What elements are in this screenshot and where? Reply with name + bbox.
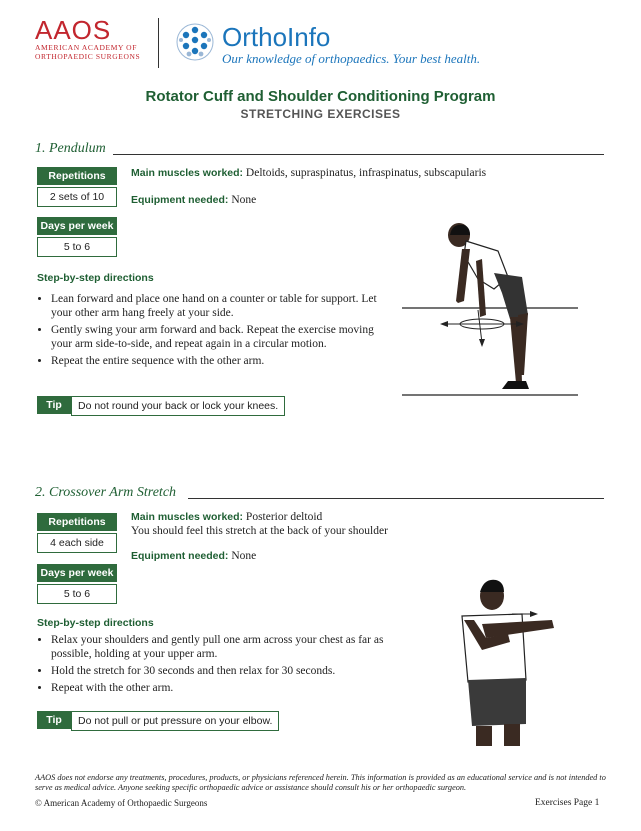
page-title: Rotator Cuff and Shoulder Conditioning Program [145, 88, 496, 105]
page-subtitle: STRETCHING EXERCISES [240, 107, 401, 121]
exercise-1-rule [113, 154, 604, 155]
exercise-1-title: 1. Pendulum [35, 141, 106, 156]
repetitions-value: 4 each side [37, 533, 117, 553]
step-item: • Lean forward and place one hand on a counter or table for support. Let your other arm hang freely at your side. [51, 292, 381, 320]
step-by-step-heading: Step-by-step directions [37, 272, 154, 284]
aaos-wordmark: AAOS [35, 15, 112, 45]
equipment-label: Equipment needed: [131, 550, 229, 562]
muscles-note: You should feel this stretch at the back of your shoulder [131, 525, 388, 537]
main-muscles [131, 166, 486, 180]
step-item: • Repeat the entire sequence with the other arm. [51, 354, 381, 368]
header-divider [158, 18, 159, 68]
main-muscles-label: Main muscles worked: [131, 511, 244, 523]
crossover-stretch-illustration [452, 576, 562, 746]
step-by-step-heading: Step-by-step directions [37, 617, 154, 629]
main-muscles-value: Deltoids, supraspinatus, infraspinatus, subscapularis [245, 167, 487, 179]
step-list [37, 633, 421, 698]
equipment-value: None [231, 550, 257, 562]
repetitions-value: 2 sets of 10 [37, 187, 117, 207]
repetitions-label: Repetitions [37, 513, 117, 531]
aaos-logo [35, 17, 147, 61]
step-item: • Hold the stretch for 30 seconds and then relax for 30 seconds. [51, 664, 421, 678]
orthoinfo-logo-icon [175, 22, 215, 62]
days-per-week-value: 5 to 6 [37, 584, 117, 604]
days-per-week-value: 5 to 6 [37, 237, 117, 257]
exercise-2-title: 2. Crossover Arm Stretch [35, 485, 177, 500]
equipment [131, 193, 256, 207]
tip-label: Tip [37, 396, 71, 414]
pendulum-illustration [398, 215, 583, 400]
exercise-2-rule [188, 498, 604, 499]
main-muscles-value: Posterior deltoid [245, 511, 323, 523]
step-list [37, 292, 381, 371]
orthoinfo-tagline: Our knowledge of orthopaedics. Your best health. [222, 51, 481, 66]
days-per-week-label: Days per week [37, 217, 117, 235]
page-number: Exercises Page 1 [535, 798, 600, 808]
aaos-subtitle-line1: AMERICAN ACADEMY OF [35, 43, 137, 52]
main-muscles-label: Main muscles worked: [131, 167, 244, 179]
step-item: • Relax your shoulders and gently pull one arm across your chest as far as possible, holding at your upper arm. [51, 633, 421, 661]
disclaimer: AAOS does not endorse any treatments, procedures, products, or physicians referenced herein. This information is provided as an educational service and is not intended to serve as medical advice. Anyone seeking specific orthopaedic advice or assistance should consult his or her orthopaedic surgeon. [35, 773, 606, 792]
equipment-label: Equipment needed: [131, 194, 229, 206]
tip-text: Do not round your back or lock your knees. [71, 396, 285, 416]
tip-label: Tip [37, 711, 71, 729]
step-item: • Gently swing your arm forward and back. Repeat the exercise moving your arm side-to-side, and repeat again in a circular motion. [51, 323, 381, 351]
step-item: • Repeat with the other arm. [51, 681, 421, 695]
aaos-subtitle-line2: ORTHOPAEDIC SURGEONS [35, 52, 141, 61]
repetitions-label: Repetitions [37, 167, 117, 185]
orthoinfo-name: OrthoInfo [222, 22, 331, 52]
equipment [131, 549, 256, 563]
copyright: © American Academy of Orthopaedic Surgeons [35, 798, 208, 808]
days-per-week-label: Days per week [37, 564, 117, 582]
main-muscles [131, 510, 388, 538]
tip-text: Do not pull or put pressure on your elbow. [71, 711, 279, 731]
equipment-value: None [231, 194, 257, 206]
